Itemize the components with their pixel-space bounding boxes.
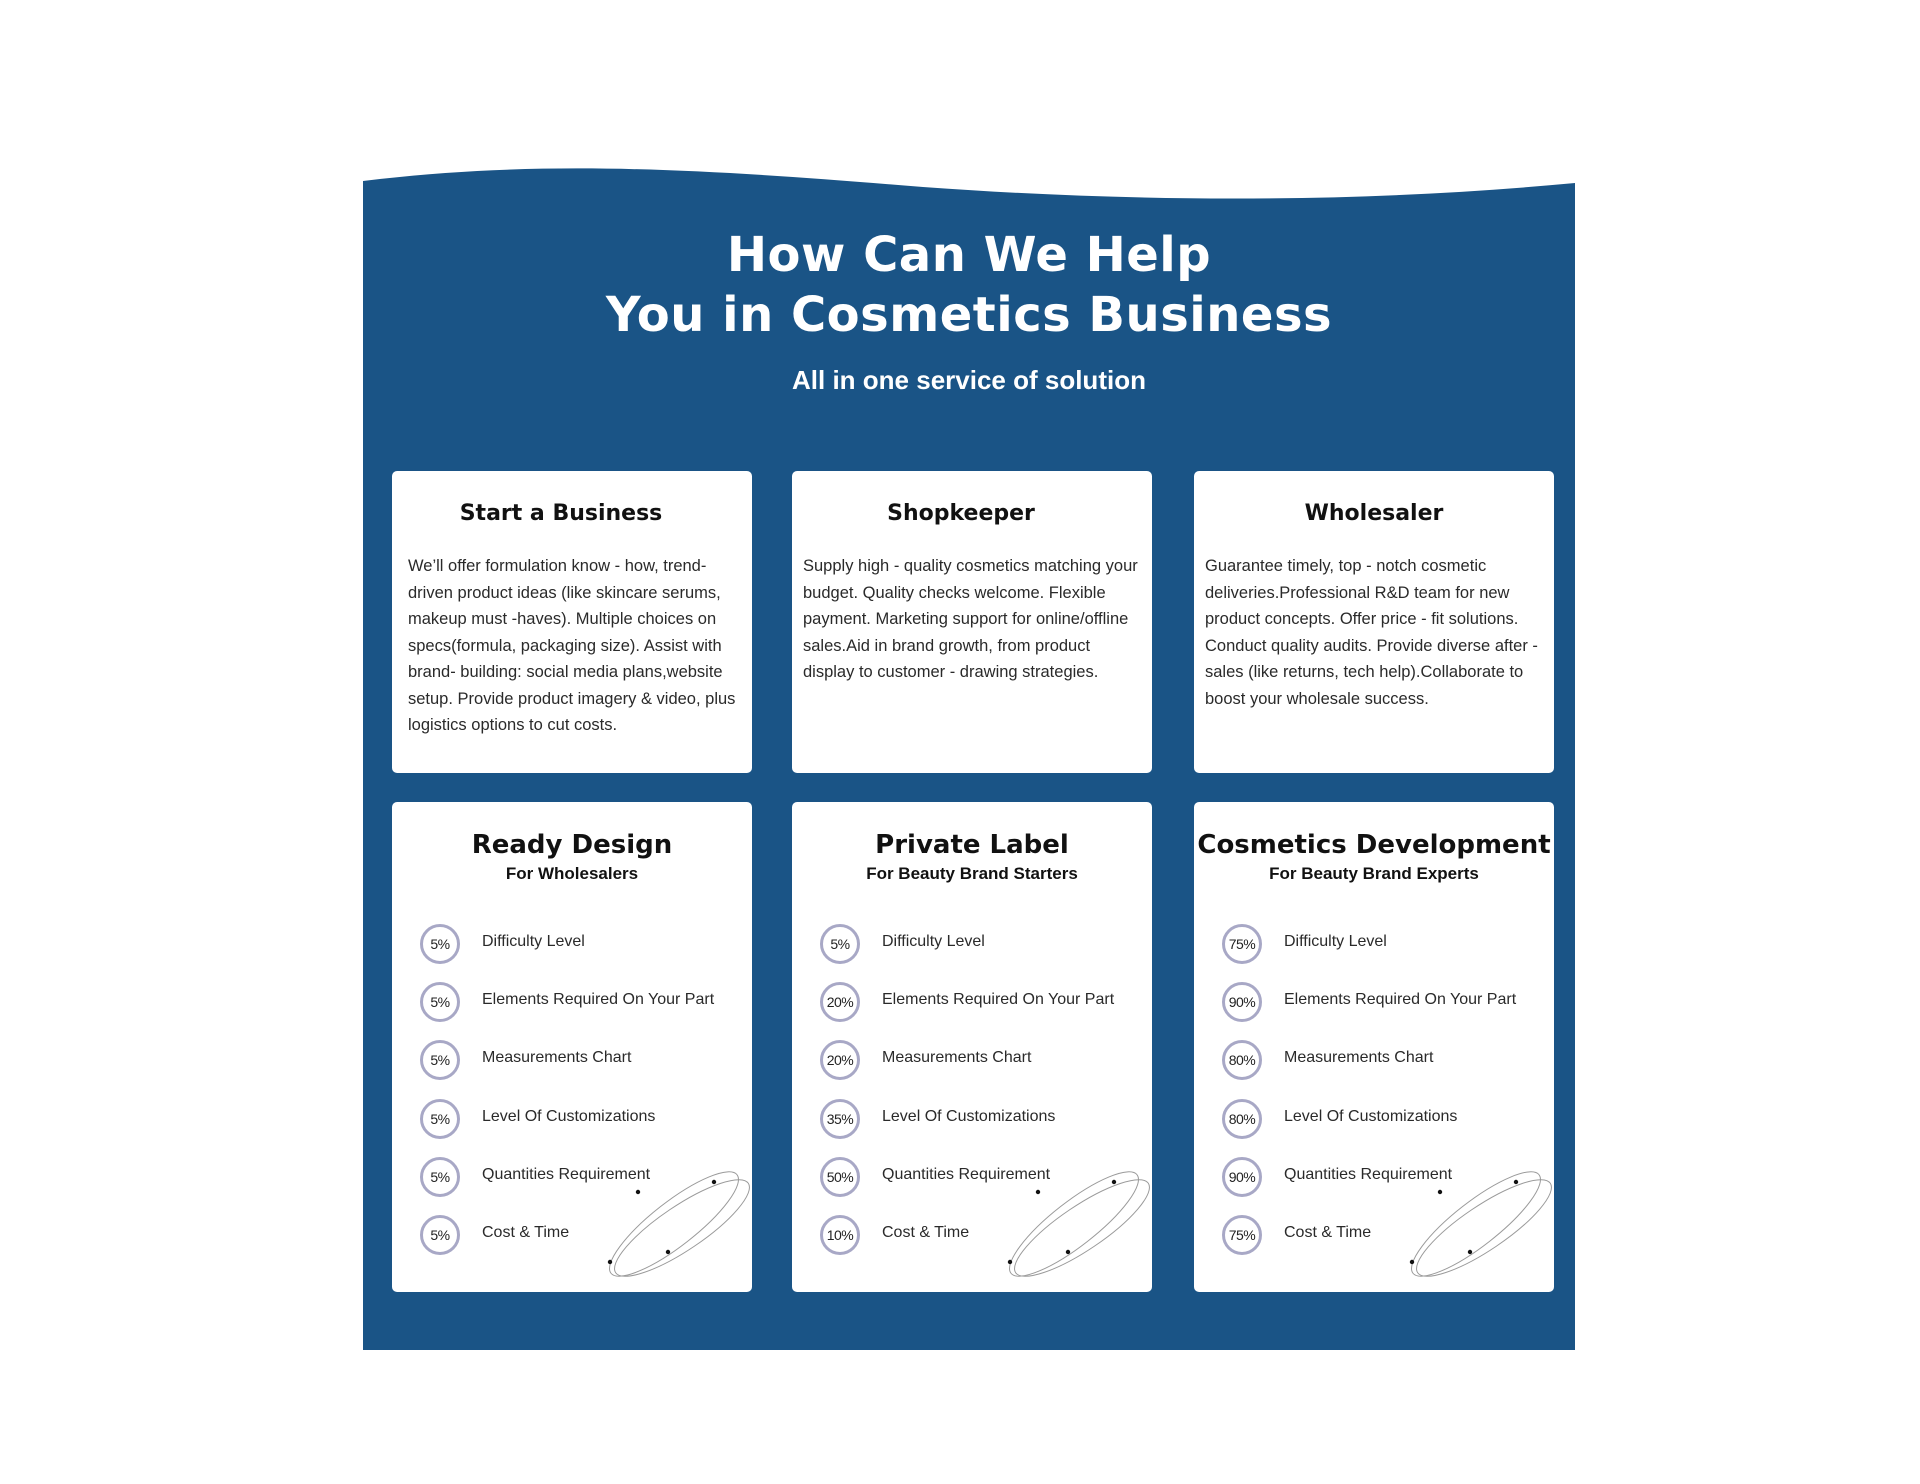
metric-difficulty [1222, 924, 1542, 964]
percent-ring: 90% [1222, 982, 1262, 1022]
plan-card-ready-design [392, 802, 752, 1292]
page-title-line-2: You in Cosmetics Business [605, 287, 1333, 343]
metric-label: Elements Required On Your Part [882, 991, 1115, 1008]
service-card-wholesaler [1194, 471, 1554, 773]
plan-card-private-label [792, 802, 1152, 1292]
page-subtitle: All in one service of solution [792, 365, 1146, 395]
plan-title: Ready Design [471, 830, 673, 860]
percent-ring: 20% [820, 1040, 860, 1080]
metric-label: Measurements Chart [1284, 1049, 1434, 1066]
metric-label: Difficulty Level [1284, 933, 1387, 950]
plan-title: Private Label [875, 830, 1069, 860]
service-title: Wholesaler [1304, 501, 1444, 526]
metric-label: Level Of Customizations [882, 1108, 1056, 1125]
orbit-decoration-icon [602, 1162, 752, 1292]
percent-ring: 80% [1222, 1099, 1262, 1139]
percent-ring: 90% [1222, 1157, 1262, 1197]
metric-difficulty [420, 924, 740, 964]
percent-ring: 5% [420, 1215, 460, 1255]
percent-ring: 5% [420, 1099, 460, 1139]
metric-label: Elements Required On Your Part [482, 991, 715, 1008]
percent-ring: 75% [1222, 1215, 1262, 1255]
service-card-shopkeeper [792, 471, 1152, 773]
metric-label: Quantities Requirement [482, 1166, 651, 1183]
service-description: We’ll offer formulation know - how, trend-driven product ideas (like skincare serums, makeup must -haves). Multiple choices on specs(formula, packaging size). Assist with brand- building: social media plans,website setup. Provide product imagery & video, plus logistics options to cut costs. [408, 557, 736, 734]
metric-customizations [1222, 1099, 1542, 1139]
metric-elements [820, 982, 1140, 1022]
metric-elements [420, 982, 740, 1022]
percent-ring: 35% [820, 1099, 860, 1139]
metric-label: Level Of Customizations [482, 1108, 656, 1125]
percent-ring: 5% [420, 1157, 460, 1197]
percent-ring: 5% [420, 1040, 460, 1080]
percent-ring: 5% [820, 924, 860, 964]
metric-customizations [820, 1099, 1140, 1139]
metric-measurements [1222, 1040, 1542, 1080]
metric-difficulty [820, 924, 1140, 964]
orbit-decoration-icon [1404, 1162, 1554, 1292]
service-title: Start a Business [459, 501, 663, 526]
metric-label: Measurements Chart [482, 1049, 632, 1066]
percent-ring: 5% [420, 982, 460, 1022]
service-card-start-business [392, 471, 752, 773]
percent-ring: 10% [820, 1215, 860, 1255]
metric-measurements [820, 1040, 1140, 1080]
metric-label: Cost & Time [1284, 1224, 1372, 1241]
metric-label: Difficulty Level [482, 933, 585, 950]
service-title: Shopkeeper [887, 501, 1035, 526]
metric-label: Difficulty Level [882, 933, 985, 950]
plan-subtitle: For Beauty Brand Starters [866, 864, 1078, 883]
metric-label: Quantities Requirement [882, 1166, 1051, 1183]
plan-subtitle: For Beauty Brand Experts [1269, 864, 1479, 883]
plan-subtitle: For Wholesalers [505, 864, 639, 883]
metric-customizations [420, 1099, 740, 1139]
plan-title: Cosmetics Development [1197, 830, 1551, 860]
percent-ring: 80% [1222, 1040, 1262, 1080]
metric-label: Cost & Time [482, 1224, 570, 1241]
percent-ring: 50% [820, 1157, 860, 1197]
services-panel [363, 165, 1575, 1350]
page-title-line-1: How Can We Help [726, 227, 1212, 283]
plan-card-cosmetics-development [1194, 802, 1554, 1292]
metric-label: Level Of Customizations [1284, 1108, 1458, 1125]
metric-label: Measurements Chart [882, 1049, 1032, 1066]
percent-ring: 20% [820, 982, 860, 1022]
percent-ring: 5% [420, 924, 460, 964]
metric-label: Cost & Time [882, 1224, 970, 1241]
percent-ring: 75% [1222, 924, 1262, 964]
metric-label: Elements Required On Your Part [1284, 991, 1517, 1008]
service-description: Supply high - quality cosmetics matching your budget. Quality checks welcome. Flexible payment. Marketing support for online/offline sales.Aid in brand growth, from product display to customer - drawing strategies. [803, 557, 1138, 681]
metric-elements [1222, 982, 1542, 1022]
service-description: Guarantee timely, top - notch cosmetic deliveries.Professional R&D team for new product concepts. Offer price - fit solutions. Conduct quality audits. Provide diverse after - sales (like returns, tech help).Collaborate to boost your wholesale success. [1205, 557, 1538, 708]
metric-measurements [420, 1040, 740, 1080]
orbit-decoration-icon [1002, 1162, 1152, 1292]
metric-label: Quantities Requirement [1284, 1166, 1453, 1183]
